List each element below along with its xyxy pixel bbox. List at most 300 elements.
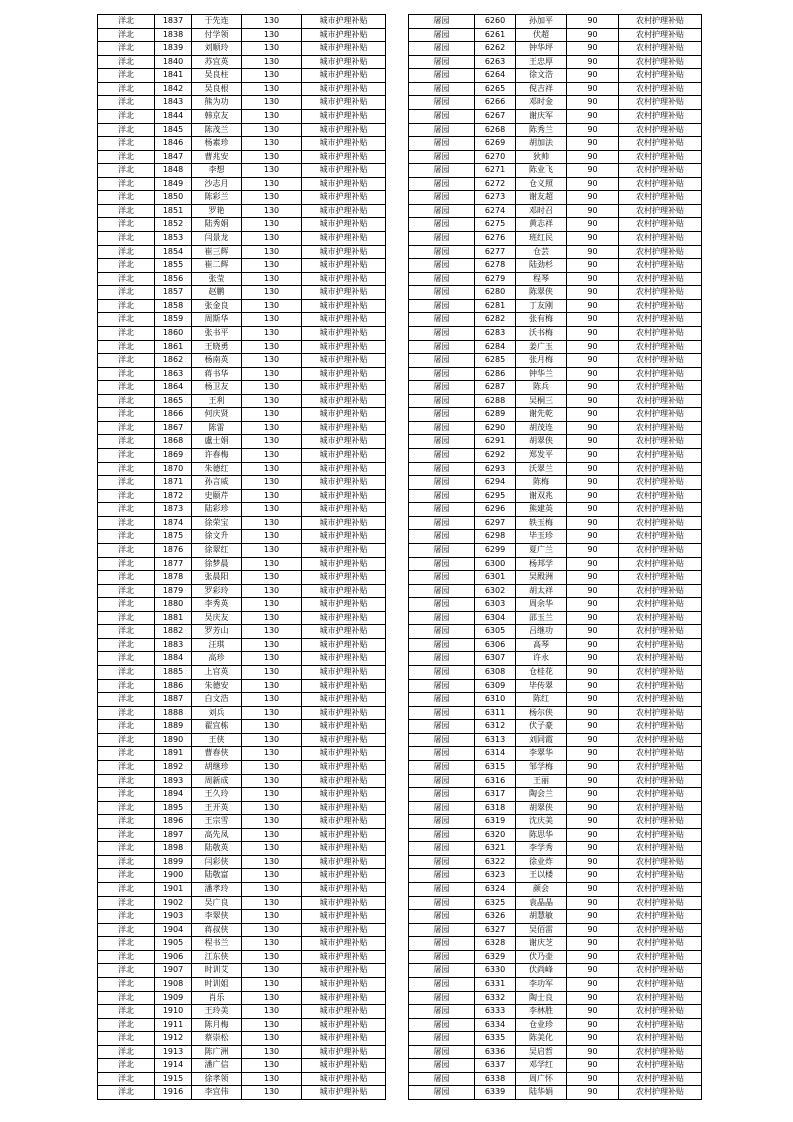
name-cell: 李翠华 [516,747,567,761]
town-cell: 洋北 [98,272,155,286]
town-cell: 洋北 [98,55,155,69]
town-cell: 洋北 [98,503,155,517]
serial-cell: 1859 [155,313,192,327]
town-cell: 洋北 [98,720,155,734]
table-row [98,367,386,381]
amount-cell: 130 [242,109,302,123]
serial-cell: 1840 [155,55,192,69]
type-cell: 农村护理补贴 [619,923,702,937]
name-cell: 曹春侠 [192,747,242,761]
town-cell: 洋北 [98,191,155,205]
name-cell: 王宗雪 [192,815,242,829]
table-row [409,910,702,924]
serial-cell: 6297 [475,516,516,530]
table-row [98,313,386,327]
town-cell: 洋北 [98,204,155,218]
serial-cell: 1849 [155,177,192,191]
table-row [409,191,702,205]
serial-cell: 6326 [475,910,516,924]
table-row [409,1032,702,1046]
town-cell: 洋北 [98,164,155,178]
serial-cell: 6338 [475,1072,516,1086]
town-cell: 屠园 [409,855,475,869]
type-cell: 城市护理补贴 [302,408,386,422]
type-cell: 城市护理补贴 [302,28,386,42]
amount-cell: 130 [242,299,302,313]
type-cell: 农村护理补贴 [619,96,702,110]
amount-cell: 130 [242,733,302,747]
type-cell: 城市护理补贴 [302,964,386,978]
type-cell: 城市护理补贴 [302,286,386,300]
name-cell: 伏乃壶 [516,950,567,964]
type-cell: 城市护理补贴 [302,123,386,137]
table-row [409,272,702,286]
town-cell: 洋北 [98,123,155,137]
name-cell: 蒋书华 [192,367,242,381]
type-cell: 城市护理补贴 [302,706,386,720]
serial-cell: 1865 [155,394,192,408]
serial-cell: 1871 [155,476,192,490]
table-row [98,394,386,408]
town-cell: 屠园 [409,1018,475,1032]
serial-cell: 1868 [155,435,192,449]
serial-cell: 6289 [475,408,516,422]
serial-cell: 6269 [475,137,516,151]
type-cell: 农村护理补贴 [619,543,702,557]
table-row [98,28,386,42]
town-cell: 屠园 [409,733,475,747]
name-cell: 罗艳 [192,204,242,218]
town-cell: 屠园 [409,693,475,707]
town-cell: 洋北 [98,69,155,83]
town-cell: 屠园 [409,421,475,435]
amount-cell: 90 [567,611,619,625]
serial-cell: 1907 [155,964,192,978]
name-cell: 李想 [192,164,242,178]
type-cell: 农村护理补贴 [619,191,702,205]
serial-cell: 6275 [475,218,516,232]
serial-cell: 6330 [475,964,516,978]
type-cell: 城市护理补贴 [302,55,386,69]
serial-cell: 6292 [475,449,516,463]
type-cell: 农村护理补贴 [619,123,702,137]
serial-cell: 1891 [155,747,192,761]
name-cell: 张莹 [192,272,242,286]
serial-cell: 1883 [155,638,192,652]
name-cell: 王丽 [516,774,567,788]
amount-cell: 90 [567,774,619,788]
type-cell: 农村护理补贴 [619,286,702,300]
serial-cell: 6294 [475,476,516,490]
amount-cell: 130 [242,204,302,218]
table-row [409,923,702,937]
name-cell: 赵鹏 [192,286,242,300]
serial-cell: 1886 [155,679,192,693]
name-cell: 罗芳山 [192,625,242,639]
table-row [98,82,386,96]
table-row [98,286,386,300]
name-cell: 杨南英 [192,354,242,368]
table-row [409,584,702,598]
serial-cell: 1897 [155,828,192,842]
type-cell: 城市护理补贴 [302,340,386,354]
town-cell: 洋北 [98,611,155,625]
table-row [409,815,702,829]
type-cell: 农村护理补贴 [619,69,702,83]
town-cell: 洋北 [98,733,155,747]
name-cell: 闫景龙 [192,232,242,246]
town-cell: 屠园 [409,28,475,42]
amount-cell: 90 [567,638,619,652]
table-row [409,1005,702,1019]
type-cell: 农村护理补贴 [619,408,702,422]
name-cell: 张月梅 [516,354,567,368]
type-cell: 农村护理补贴 [619,245,702,259]
table-row [98,557,386,571]
name-cell: 邹学梅 [516,760,567,774]
table-row [409,611,702,625]
amount-cell: 130 [242,869,302,883]
amount-cell: 130 [242,1032,302,1046]
amount-cell: 90 [567,394,619,408]
name-cell: 邓学红 [516,1059,567,1073]
table-row [409,421,702,435]
table-row [409,937,702,951]
serial-cell: 6323 [475,869,516,883]
serial-cell: 1874 [155,516,192,530]
type-cell: 城市护理补贴 [302,381,386,395]
amount-cell: 130 [242,1072,302,1086]
serial-cell: 6310 [475,693,516,707]
name-cell: 伏超 [516,28,567,42]
table-row [98,733,386,747]
type-cell: 农村护理补贴 [619,883,702,897]
serial-cell: 1872 [155,489,192,503]
type-cell: 城市护理补贴 [302,788,386,802]
table-row [409,720,702,734]
amount-cell: 90 [567,693,619,707]
type-cell: 城市护理补贴 [302,883,386,897]
serial-cell: 6293 [475,462,516,476]
name-cell: 王开英 [192,801,242,815]
name-cell: 陈彩兰 [192,191,242,205]
table-row [409,96,702,110]
serial-cell: 1910 [155,1005,192,1019]
table-row [409,598,702,612]
amount-cell: 130 [242,435,302,449]
name-cell: 陆劲杉 [516,259,567,273]
name-cell: 徐荣宝 [192,516,242,530]
table-row [98,164,386,178]
amount-cell: 90 [567,747,619,761]
table-row [98,421,386,435]
table-row [409,1086,702,1100]
table-row [409,1072,702,1086]
table-row [98,1059,386,1073]
right-table-body [409,15,702,1100]
town-cell: 洋北 [98,408,155,422]
amount-cell: 130 [242,923,302,937]
town-cell: 屠园 [409,937,475,951]
town-cell: 屠园 [409,476,475,490]
table-row [409,408,702,422]
serial-cell: 6299 [475,543,516,557]
serial-cell: 6284 [475,340,516,354]
name-cell: 吴殿洲 [516,571,567,585]
town-cell: 洋北 [98,218,155,232]
amount-cell: 90 [567,96,619,110]
name-cell: 钟华坪 [516,42,567,56]
amount-cell: 90 [567,476,619,490]
table-row [98,476,386,490]
type-cell: 农村护理补贴 [619,489,702,503]
town-cell: 屠园 [409,950,475,964]
amount-cell: 90 [567,123,619,137]
town-cell: 洋北 [98,326,155,340]
serial-cell: 1905 [155,937,192,951]
table-row [98,923,386,937]
table-row [98,571,386,585]
town-cell: 屠园 [409,177,475,191]
town-cell: 屠园 [409,286,475,300]
table-row [409,1018,702,1032]
name-cell: 沙志月 [192,177,242,191]
table-row [409,733,702,747]
name-cell: 上官英 [192,666,242,680]
serial-cell: 6314 [475,747,516,761]
table-row [98,449,386,463]
serial-cell: 1877 [155,557,192,571]
town-cell: 洋北 [98,1072,155,1086]
name-cell: 毕玉珍 [516,530,567,544]
town-cell: 屠园 [409,828,475,842]
serial-cell: 1878 [155,571,192,585]
type-cell: 农村护理补贴 [619,218,702,232]
name-cell: 倪吉祥 [516,82,567,96]
type-cell: 城市护理补贴 [302,137,386,151]
serial-cell: 6265 [475,82,516,96]
table-row [98,842,386,856]
table-row [409,1059,702,1073]
amount-cell: 90 [567,516,619,530]
town-cell: 洋北 [98,815,155,829]
amount-cell: 90 [567,421,619,435]
town-cell: 洋北 [98,421,155,435]
town-cell: 洋北 [98,1086,155,1100]
serial-cell: 1882 [155,625,192,639]
serial-cell: 1848 [155,164,192,178]
serial-cell: 1863 [155,367,192,381]
serial-cell: 6311 [475,706,516,720]
table-row [409,679,702,693]
town-cell: 屠园 [409,42,475,56]
town-cell: 洋北 [98,896,155,910]
name-cell: 陈翠侠 [516,286,567,300]
serial-cell: 1915 [155,1072,192,1086]
table-row [409,42,702,56]
serial-cell: 6267 [475,109,516,123]
town-cell: 洋北 [98,923,155,937]
town-cell: 洋北 [98,788,155,802]
town-cell: 洋北 [98,96,155,110]
table-row [98,245,386,259]
town-cell: 屠园 [409,462,475,476]
amount-cell: 130 [242,720,302,734]
name-cell: 郑发平 [516,449,567,463]
type-cell: 城市护理补贴 [302,109,386,123]
amount-cell: 90 [567,42,619,56]
serial-cell: 6304 [475,611,516,625]
town-cell: 洋北 [98,150,155,164]
serial-cell: 6316 [475,774,516,788]
table-row [409,123,702,137]
name-cell: 伏子豪 [516,720,567,734]
table-row [409,625,702,639]
amount-cell: 90 [567,543,619,557]
amount-cell: 130 [242,611,302,625]
serial-cell: 6325 [475,896,516,910]
serial-cell: 6328 [475,937,516,951]
town-cell: 屠园 [409,204,475,218]
serial-cell: 6271 [475,164,516,178]
serial-cell: 6302 [475,584,516,598]
town-cell: 屠园 [409,96,475,110]
name-cell: 陆彩珍 [192,503,242,517]
amount-cell: 90 [567,69,619,83]
serial-cell: 6332 [475,991,516,1005]
amount-cell: 130 [242,421,302,435]
table-row [409,28,702,42]
serial-cell: 1913 [155,1045,192,1059]
table-row [409,788,702,802]
name-cell: 何庆贤 [192,408,242,422]
type-cell: 城市护理补贴 [302,1018,386,1032]
type-cell: 农村护理补贴 [619,354,702,368]
name-cell: 谢庆芝 [516,937,567,951]
serial-cell: 1884 [155,652,192,666]
name-cell: 崔二辉 [192,259,242,273]
town-cell: 屠园 [409,774,475,788]
town-cell: 洋北 [98,747,155,761]
amount-cell: 90 [567,435,619,449]
serial-cell: 6305 [475,625,516,639]
serial-cell: 6300 [475,557,516,571]
amount-cell: 130 [242,340,302,354]
name-cell: 徐业炸 [516,855,567,869]
serial-cell: 6288 [475,394,516,408]
name-cell: 苏宜英 [192,55,242,69]
table-row [409,462,702,476]
table-row [98,788,386,802]
serial-cell: 6291 [475,435,516,449]
name-cell: 陆华娟 [516,1086,567,1100]
table-row [98,855,386,869]
amount-cell: 130 [242,449,302,463]
serial-cell: 6339 [475,1086,516,1100]
amount-cell: 130 [242,855,302,869]
serial-cell: 6278 [475,259,516,273]
amount-cell: 90 [567,1059,619,1073]
town-cell: 洋北 [98,245,155,259]
type-cell: 农村护理补贴 [619,204,702,218]
town-cell: 洋北 [98,828,155,842]
town-cell: 屠园 [409,977,475,991]
name-cell: 陆敬英 [192,842,242,856]
serial-cell: 6335 [475,1032,516,1046]
table-row [98,340,386,354]
town-cell: 屠园 [409,164,475,178]
amount-cell: 130 [242,584,302,598]
type-cell: 农村护理补贴 [619,516,702,530]
amount-cell: 130 [242,82,302,96]
town-cell: 洋北 [98,557,155,571]
type-cell: 农村护理补贴 [619,272,702,286]
amount-cell: 90 [567,354,619,368]
serial-cell: 1869 [155,449,192,463]
name-cell: 杨邦学 [516,557,567,571]
name-cell: 黄志祥 [516,218,567,232]
serial-cell: 1911 [155,1018,192,1032]
table-row [409,977,702,991]
town-cell: 洋北 [98,1045,155,1059]
serial-cell: 1847 [155,150,192,164]
town-cell: 洋北 [98,137,155,151]
table-row [98,204,386,218]
amount-cell: 130 [242,408,302,422]
amount-cell: 90 [567,191,619,205]
serial-cell: 1912 [155,1032,192,1046]
name-cell: 史颐芹 [192,489,242,503]
type-cell: 农村护理补贴 [619,747,702,761]
amount-cell: 130 [242,367,302,381]
table-row [409,530,702,544]
name-cell: 陆敬富 [192,869,242,883]
town-cell: 洋北 [98,991,155,1005]
town-cell: 屠园 [409,611,475,625]
amount-cell: 90 [567,449,619,463]
table-row [409,543,702,557]
serial-cell: 6277 [475,245,516,259]
table-row [98,896,386,910]
name-cell: 吕继功 [516,625,567,639]
type-cell: 农村护理补贴 [619,855,702,869]
name-cell: 潘孝玲 [192,883,242,897]
town-cell: 洋北 [98,516,155,530]
type-cell: 城市护理补贴 [302,1032,386,1046]
serial-cell: 6321 [475,842,516,856]
type-cell: 城市护理补贴 [302,96,386,110]
type-cell: 农村护理补贴 [619,449,702,463]
town-cell: 屠园 [409,557,475,571]
table-row [98,232,386,246]
town-cell: 屠园 [409,530,475,544]
serial-cell: 1841 [155,69,192,83]
serial-cell: 1908 [155,977,192,991]
town-cell: 屠园 [409,259,475,273]
serial-cell: 1888 [155,706,192,720]
town-cell: 洋北 [98,394,155,408]
table-row [409,204,702,218]
name-cell: 徐文升 [192,530,242,544]
table-row [409,299,702,313]
table-row [98,883,386,897]
town-cell: 屠园 [409,652,475,666]
name-cell: 于先连 [192,15,242,29]
type-cell: 城市护理补贴 [302,259,386,273]
serial-cell: 6283 [475,326,516,340]
type-cell: 城市护理补贴 [302,516,386,530]
amount-cell: 90 [567,950,619,964]
